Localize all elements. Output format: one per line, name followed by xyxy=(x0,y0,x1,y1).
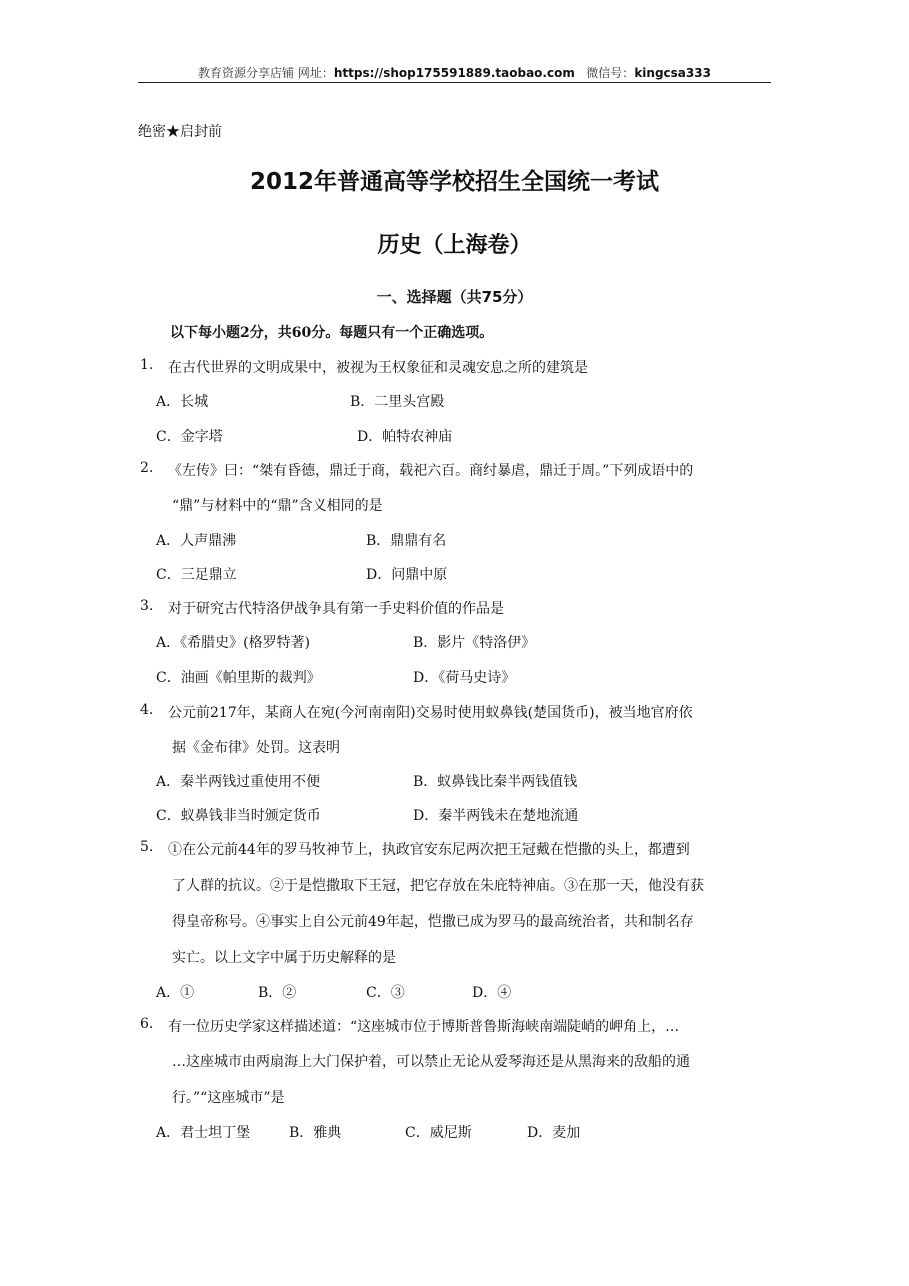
option-c: C．威尼斯 xyxy=(405,1125,472,1141)
option-a: A．长城 xyxy=(156,394,209,410)
option-d: D．问鼎中原 xyxy=(366,567,448,583)
wechat-label: 微信号： xyxy=(586,66,635,80)
shop-url[interactable]: https://shop175591889.taobao.com xyxy=(333,66,575,80)
option-a: A．① xyxy=(156,985,195,1001)
question-text: 对于研究古代特洛伊战争具有第一手史料价值的作品是 xyxy=(168,601,504,617)
option-d: D．《荷马史诗》 xyxy=(413,670,516,686)
option-a: A．人声鼎沸 xyxy=(156,533,237,549)
option-d: D．帕特农神庙 xyxy=(357,429,453,445)
question-text: 公元前217年，某商人在宛(今河南南阳)交易时使用蚁鼻钱(楚国货币)，被当地官府依 xyxy=(168,705,693,721)
option-b: B．② xyxy=(258,985,297,1001)
exam-title: 2012年普通高等学校招生全国统一考试 xyxy=(249,169,659,195)
option-c: C．蚁鼻钱非当时颁定货币 xyxy=(156,808,321,824)
question-text: 据《金布律》处罚。这表明 xyxy=(172,740,340,756)
page-header xyxy=(138,64,771,81)
option-c: C．③ xyxy=(366,985,405,1001)
question-number: 5. xyxy=(140,839,154,855)
question-number: 4. xyxy=(140,702,154,718)
section-title: 一、选择题（共75分） xyxy=(376,288,533,306)
option-c: C．三足鼎立 xyxy=(156,567,237,583)
secret-mark: 绝密★启封前 xyxy=(138,124,222,140)
question-text: …这座城市由两扇海上大门保护着，可以禁止无论从爱琴海还是从黑海来的敌船的通 xyxy=(172,1054,690,1070)
subject-title: 历史（上海卷） xyxy=(377,233,532,258)
option-d: D．④ xyxy=(472,985,512,1001)
instruction: 以下每小题2分，共60分。每题只有一个正确选项。 xyxy=(170,325,494,341)
question-text: 实亡。以上文字中属于历史解释的是 xyxy=(172,950,396,966)
option-b: B．二里头宫殿 xyxy=(350,394,445,410)
question-number: 6. xyxy=(140,1016,154,1032)
question-number: 1. xyxy=(140,357,154,373)
option-a: A．秦半两钱过重使用不便 xyxy=(156,774,321,790)
question-text: 有一位历史学家这样描述道：“这座城市位于博斯普鲁斯海峡南端陡峭的岬角上，… xyxy=(168,1019,680,1035)
option-b: B．影片《特洛伊》 xyxy=(413,635,536,651)
option-b: B．鼎鼎有名 xyxy=(366,533,447,549)
shop-label: 教育资源分享店铺 网址： xyxy=(198,66,334,80)
question-text: ①在公元前44年的罗马牧神节上，执政官安东尼两次把王冠戴在恺撒的头上，都遭到 xyxy=(168,842,690,858)
option-c: C．金字塔 xyxy=(156,429,223,445)
header-divider xyxy=(138,82,771,83)
wechat-id: kingcsa333 xyxy=(634,66,711,80)
option-b: B．雅典 xyxy=(289,1125,342,1141)
question-number: 3. xyxy=(140,598,154,614)
option-c: C．油画《帕里斯的裁判》 xyxy=(156,670,321,686)
option-d: D．麦加 xyxy=(527,1125,581,1141)
question-number: 2. xyxy=(140,460,154,476)
question-text: 《左传》曰：“桀有昏德，鼎迁于商，载祀六百。商纣暴虐，鼎迁于周。”下列成语中的 xyxy=(168,463,694,479)
option-d: D．秦半两钱未在楚地流通 xyxy=(413,808,579,824)
option-b: B．蚁鼻钱比秦半两钱值钱 xyxy=(413,774,578,790)
question-text: 得皇帝称号。④事实上自公元前49年起，恺撒已成为罗马的最高统治者，共和制名存 xyxy=(172,914,694,930)
question-text: 行。”“这座城市”是 xyxy=(172,1090,285,1106)
question-text: 了人群的抗议。②于是恺撒取下王冠，把它存放在朱庇特神庙。③在那一天，他没有获 xyxy=(172,878,704,894)
option-a: A．君士坦丁堡 xyxy=(156,1125,251,1141)
question-text: 在古代世界的文明成果中，被视为王权象征和灵魂安息之所的建筑是 xyxy=(168,360,588,376)
question-text: “鼎”与材料中的“鼎”含义相同的是 xyxy=(172,498,383,514)
option-a: A．《希腊史》(格罗特著) xyxy=(156,635,311,651)
